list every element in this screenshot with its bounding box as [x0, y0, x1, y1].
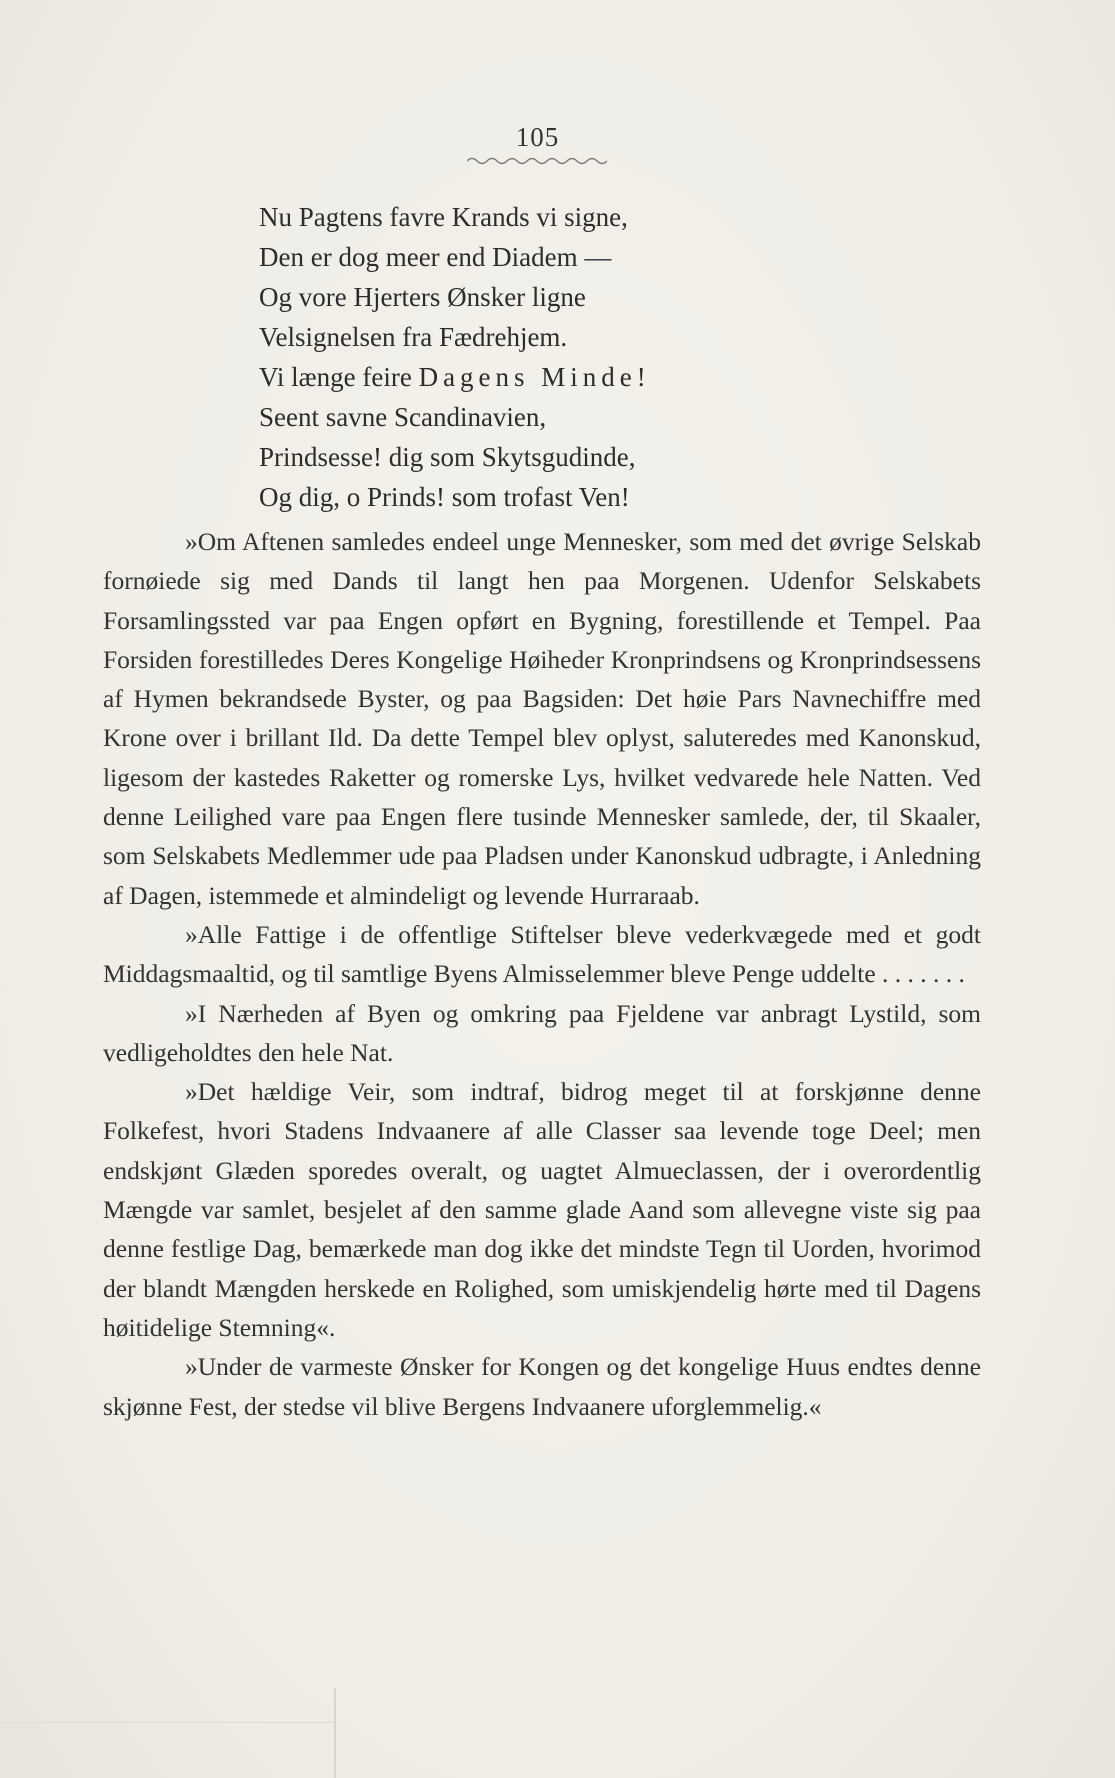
poem-line: Velsignelsen fra Fædrehjem. — [259, 322, 568, 352]
prose-body — [103, 522, 981, 1426]
poem-line: Nu Pagtens favre Krands vi signe, — [259, 202, 628, 232]
poem-line: Prindsesse! dig som Skytsgudinde, — [259, 442, 636, 472]
poem-line: Og vore Hjerters Ønsker ligne — [259, 282, 586, 312]
poem-line: Og dig, o Prinds! som trofast Ven! — [259, 482, 630, 512]
poem-line: Den er dog meer end Diadem — — [259, 242, 612, 272]
page-edge-line — [334, 1688, 336, 1778]
paragraph: »Under de varmeste Ønsker for Kongen og det kongelige Huus endtes denne skjønne Fest, der stedse vil blive Bergens Indvaanere uforglemmelig.« — [103, 1352, 981, 1421]
paragraph: »Om Aftenen samledes endeel unge Mennesker, som med det øvrige Selskab fornøiede sig med Dands til langt hen paa Morgenen. Udenfor Selskabets Forsamlingssted var paa Engen opført en Bygning, forestillende et Tempel. Paa Forsiden forestilledes Deres Kongelige Høiheder Kronprindsens og Kronprindsessens af Hymen bekrandsede Byster, og paa Bagsiden: Det høie Pars Navnechiffre med Krone over i brillant Ild. Da dette Tempel blev oplyst, saluteredes med Kanonskud, ligesom der kastedes Raketter og romerske Lys, hvilket vedvarede hele Natten. Ved denne Leilighed vare paa Engen flere tusinde Mennesker samlede, der, til Skaaler, som Selskabets Medlemmer ude paa Pladsen under Kanonskud udbragte, i Anledning af Dagen, istemmede et almindeligt og levende Hurraraab. — [103, 527, 981, 910]
paragraph: »I Nærheden af Byen og omkring paa Fjeldene var anbragt Lystild, som vedligeholdtes den hele Nat. — [103, 998, 981, 1067]
poem-stanza — [259, 197, 651, 517]
wavy-ornament — [467, 155, 607, 167]
paragraph: »Alle Fattige i de offentlige Stiftelser bleve vederkvægede med et godt Middagsmaaltid, og til samtlige Byens Almisselemmer bleve Penge uddelte . . . . . . . — [103, 919, 981, 989]
paragraph: »Det hældige Veir, som indtraf, bidrog meget til at forskjønne denne Folkefest, hvori Stadens Indvaanere af alle Classer saa levende toge Deel; men endskjønt Glæden sporedes overalt, og uagtet Almueclassen, der i overordentlig Mængde var samlet, besjelet af den samme glade Aand som allevegne viste sig paa denne festlige Dag, bemærkede man dog ikke det mindste Tegn til Uorden, hvorimod der blandt Mængden herskede en Rolighed, som umiskjendelig hørte med til Dagens høitidelige Stemning«. — [103, 1077, 981, 1342]
poem-line: Seent savne Scandinavien, — [259, 402, 547, 432]
page-number: 105 — [515, 122, 560, 152]
page-edge-line — [0, 1722, 334, 1723]
poem-line: Vi længe feire Dagens Minde! — [259, 362, 651, 392]
